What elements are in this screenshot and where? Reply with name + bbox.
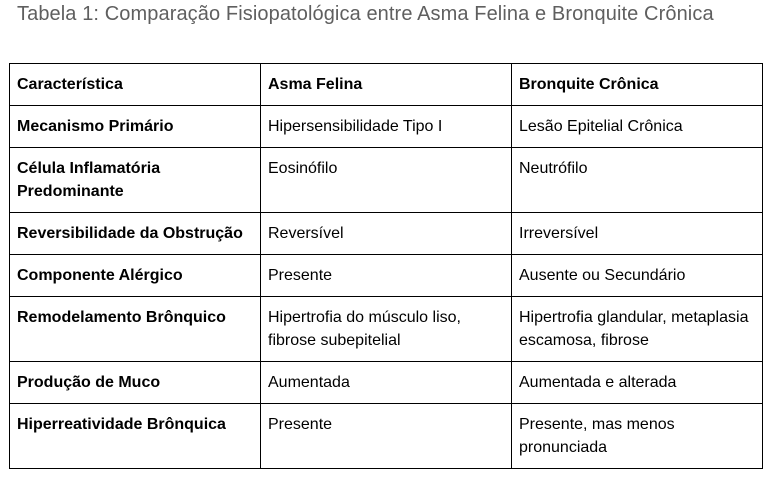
cell-chronic-bronchitis: Irreversível bbox=[512, 213, 763, 255]
row-label: Remodelamento Brônquico bbox=[10, 297, 261, 362]
cell-feline-asthma: Hipersensibilidade Tipo I bbox=[261, 106, 512, 148]
table-row bbox=[10, 362, 763, 404]
row-label: Mecanismo Primário bbox=[10, 106, 261, 148]
table-row bbox=[10, 213, 763, 255]
cell-chronic-bronchitis: Hipertrofia glandular, metaplasia escamosa, fibrose bbox=[512, 297, 763, 362]
row-label: Componente Alérgico bbox=[10, 255, 261, 297]
cell-chronic-bronchitis: Lesão Epitelial Crônica bbox=[512, 106, 763, 148]
comparison-table bbox=[9, 63, 763, 469]
table-row bbox=[10, 255, 763, 297]
cell-chronic-bronchitis: Neutrófilo bbox=[512, 148, 763, 213]
table-row bbox=[10, 297, 763, 362]
cell-feline-asthma: Presente bbox=[261, 255, 512, 297]
cell-feline-asthma: Aumentada bbox=[261, 362, 512, 404]
row-label: Produção de Muco bbox=[10, 362, 261, 404]
cell-feline-asthma: Presente bbox=[261, 404, 512, 469]
cell-chronic-bronchitis: Ausente ou Secundário bbox=[512, 255, 763, 297]
column-header-feline-asthma: Asma Felina bbox=[261, 64, 512, 106]
cell-chronic-bronchitis: Aumentada e alterada bbox=[512, 362, 763, 404]
table-caption: Tabela 1: Comparação Fisiopatológica entre Asma Felina e Bronquite Crônica bbox=[17, 3, 714, 25]
row-label: Célula Inflamatória Predominante bbox=[10, 148, 261, 213]
column-header-characteristic: Característica bbox=[10, 64, 261, 106]
table-row bbox=[10, 404, 763, 469]
cell-feline-asthma: Eosinófilo bbox=[261, 148, 512, 213]
cell-chronic-bronchitis: Presente, mas menos pronunciada bbox=[512, 404, 763, 469]
cell-feline-asthma: Reversível bbox=[261, 213, 512, 255]
table-header-row bbox=[10, 64, 763, 106]
table-row bbox=[10, 148, 763, 213]
row-label: Hiperreatividade Brônquica bbox=[10, 404, 261, 469]
row-label: Reversibilidade da Obstrução bbox=[10, 213, 261, 255]
column-header-chronic-bronchitis: Bronquite Crônica bbox=[512, 64, 763, 106]
table-row bbox=[10, 106, 763, 148]
cell-feline-asthma: Hipertrofia do músculo liso, fibrose subepitelial bbox=[261, 297, 512, 362]
